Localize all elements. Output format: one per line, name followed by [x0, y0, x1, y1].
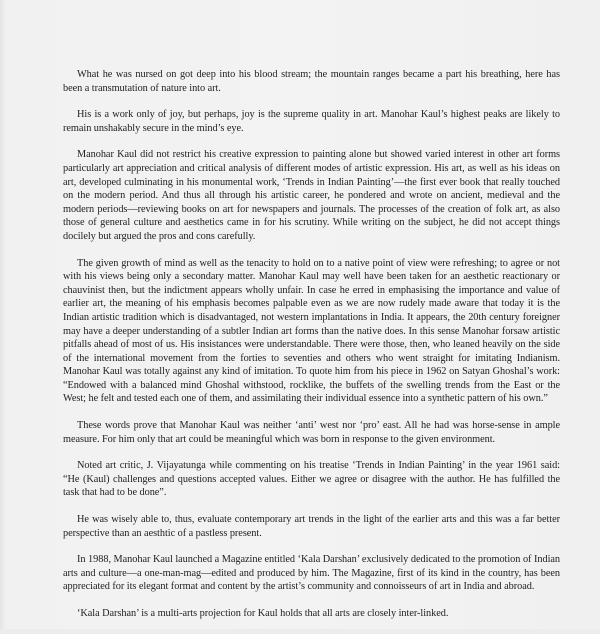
- paragraph-joy: His is a work only of joy, but perhaps, joy is the supreme quality in art. Manohar Kaul’s highest peaks are likely to remain unshakably secure in the mind’s eye.: [63, 109, 560, 134]
- body-text: [63, 68, 560, 634]
- paragraph-vijayatunga-quote: Noted art critic, J. Vijayatunga while commenting on his treatise ‘Trends in Indian Painting’ in the year 1961 said: “He (Kaul) challenges and questions accepted values. Either we agree or disagree with the author. He has fulfilled the task that had to be done”.: [63, 460, 560, 499]
- paragraph-kala-darshan-launch: In 1988, Manohar Kaul launched a Magazine entitled ‘Kala Darshan’ exclusively dedicated to the promotion of Indian arts and culture—a one-man-mag—edited and produced by him. The Magazine, first of its kind in the country, has been appreciated for its elegant format and content by the artist’s community and connoisseurs of art in India and abroad.: [63, 554, 560, 593]
- paragraph-multi-arts: ‘Kala Darshan’ is a multi-arts projection for Kaul holds that all arts are closely inter-linked.: [77, 608, 449, 619]
- paragraph-creative-expression: Manohar Kaul did not restrict his creative expression to painting alone but showed varied interest in other art forms particularly art appreciation and critical analysis of different modes of artistic expression. His art, as well as his ideas on art, developed culminating in his monumental work, ‘Trends in Indian Painting’—the first ever book that really touched on the modern period. And thus all through his artistic career, he pondered and wrote on ancient, medieval and the modern periods—reviewing books on art for newspapers and journals. The processes of the creation of folk art, as also those of general culture and aesthetics came in for his scrutiny. While writing on the subject, he did not accept things docilely but argued the pros and cons carefully.: [63, 149, 560, 242]
- paragraph-horse-sense: These words prove that Manohar Kaul was neither ‘anti’ west nor ‘pro’ east. All he had was horse-sense in ample measure. For him only that art could be meaningful which was born in response to the given environment.: [63, 420, 560, 445]
- paragraph-contemporary-trends: He was wisely able to, thus, evaluate contemporary art trends in the light of the earlier arts and this was a far better perspective than an aesthtic of a pastless present.: [63, 514, 560, 539]
- paragraph-native-point-of-view: The given growth of mind as well as the tenacity to hold on to a native point of view were refreshing; to agree or not with his views being only a secondary matter. Manohar Kaul may well have been taken for an aesthetic reactionary or chauvinist then, but the indictment appears wholly unfair. In case he erred in emphasising the importance and value of earlier art, the meaning of his emphasis becomes palpable even as we are now rudely made aware that today it is the Indian artistic tradition which is disadvantaged, not western implantations in India. It appears, the 20th century foreigner may have a deeper understanding of a subtler Indian art forms than the native does. In this sense Manohar forsaw artistic pitfalls ahead of most of us. His insistances were understandable. There were those, then, who leaned heavily on the side of the international movement from the forties to seventies and others who went straight for imitating Indianism. Manohar Kaul was totally against any kind of imitation. To quote him from his piece in 1962 on Satyan Ghoshal’s work: “Endowed with a balanced mind Ghoshal withstood, rocklike, the buffets of the swelling trends from the East or the West; he felt and tested each one of them, and assimilating their individual essence into a synthetic pattern of his own.”: [63, 257, 560, 405]
- paragraph-nature-into-art: What he was nursed on got deep into his blood stream; the mountain ranges became a part his breathing, here has been a transmutation of nature into art.: [63, 69, 560, 94]
